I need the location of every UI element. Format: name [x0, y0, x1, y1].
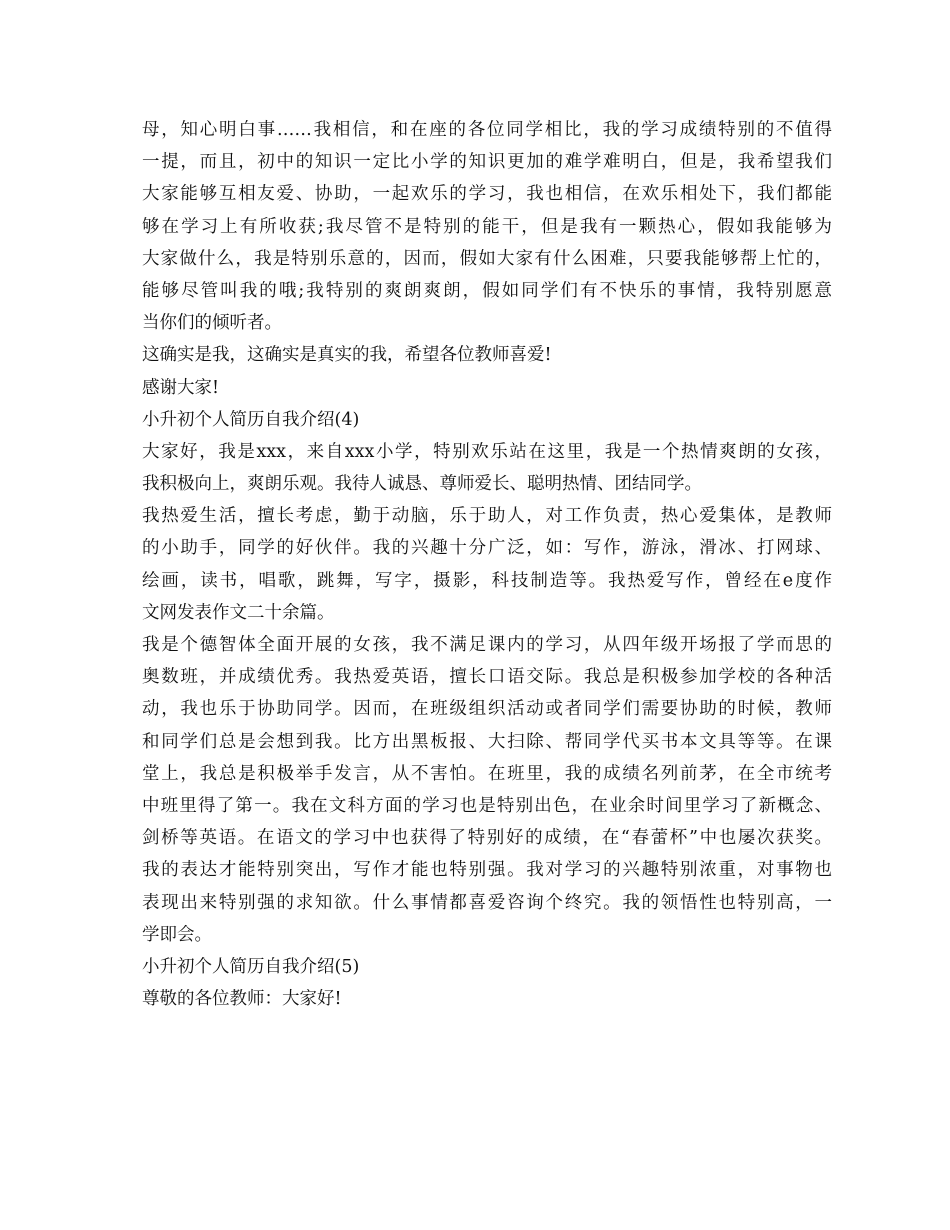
text-line: 和同学们总是会想到我。比方出黑板报、大扫除、帮同学代买书本文具等等。在课: [142, 731, 832, 752]
text-line: 动，我也乐于协助同学。因而，在班级组织活动或者同学们需要协助的时候，教师: [142, 699, 832, 720]
text-line: 学即会。: [142, 924, 212, 945]
text-line: 这确实是我，这确实是真实的我，希望各位教师喜爱!: [142, 345, 552, 366]
text-line: 母，知心明白事……我相信，和在座的各位同学相比，我的学习成绩特别的不值得: [142, 120, 832, 140]
text-line: 中班里得了第一。我在文科方面的学习也是特别出色，在业余时间里学习了新概念、: [142, 795, 832, 816]
text-line: 能够尽管叫我的哦;我特别的爽朗爽朗，假如同学们有不快乐的事情，我特别愿意: [142, 280, 832, 301]
text-line: 够在学习上有所收获;我尽管不是特别的能干，但是我有一颗热心，假如我能够为: [142, 216, 832, 237]
text-line: 我的表达才能特别突出，写作才能也特别强。我对学习的兴趣特别浓重，对事物也: [142, 860, 832, 881]
text-line: 大家好，我是xxx，来自xxx小学，特别欢乐站在这里，我是一个热情爽朗的女孩，: [142, 441, 832, 462]
text-line: 小升初个人简历自我介绍(5): [142, 956, 360, 977]
text-line: 大家能够互相友爱、协助，一起欢乐的学习，我也相信，在欢乐相处下，我们都能: [142, 184, 832, 205]
document-body: [142, 114, 832, 1015]
text-line: 我积极向上，爽朗乐观。我待人诚恳、尊师爱长、聪明热情、团结同学。: [142, 474, 702, 495]
text-line: 文网发表作文二十余篇。: [142, 602, 335, 623]
text-line: 一提，而且，初中的知识一定比小学的知识更加的难学难明白，但是，我希望我们: [142, 152, 832, 173]
text-line: 大家做什么，我是特别乐意的，因而，假如大家有什么困难，只要我能够帮上忙的，: [142, 248, 832, 269]
text-line: 当你们的倾听者。: [142, 313, 282, 334]
text-line: 奥数班，并成绩优秀。我热爱英语，擅长口语交际。我总是积极参加学校的各种活: [142, 667, 832, 688]
text-line: 尊敬的各位教师：大家好!: [142, 989, 342, 1010]
text-line: 我热爱生活，擅长考虑，勤于动脑，乐于助人，对工作负责，热心爱集体，是教师: [142, 506, 832, 527]
text-line: 小升初个人简历自我介绍(4): [142, 409, 360, 430]
text-line: 感谢大家!: [142, 377, 220, 398]
text-line: 表现出来特别强的求知欲。什么事情都喜爱咨询个终究。我的领悟性也特别高，一: [142, 892, 832, 913]
text-line: 的小助手，同学的好伙伴。我的兴趣十分广泛，如：写作，游泳，滑冰、打网球、: [142, 538, 832, 559]
text-line: 堂上，我总是积极举手发言，从不害怕。在班里，我的成绩名列前茅，在全市统考: [142, 763, 832, 784]
text-line: 我是个德智体全面开展的女孩，我不满足课内的学习，从四年级开场报了学而思的: [142, 635, 832, 655]
text-line: 剑桥等英语。在语文的学习中也获得了特别好的成绩，在“春蕾杯”中也屡次获奖。: [142, 828, 832, 849]
text-line: 绘画，读书，唱歌，跳舞，写字，摄影，科技制造等。我热爱写作，曾经在e度作: [142, 570, 832, 591]
